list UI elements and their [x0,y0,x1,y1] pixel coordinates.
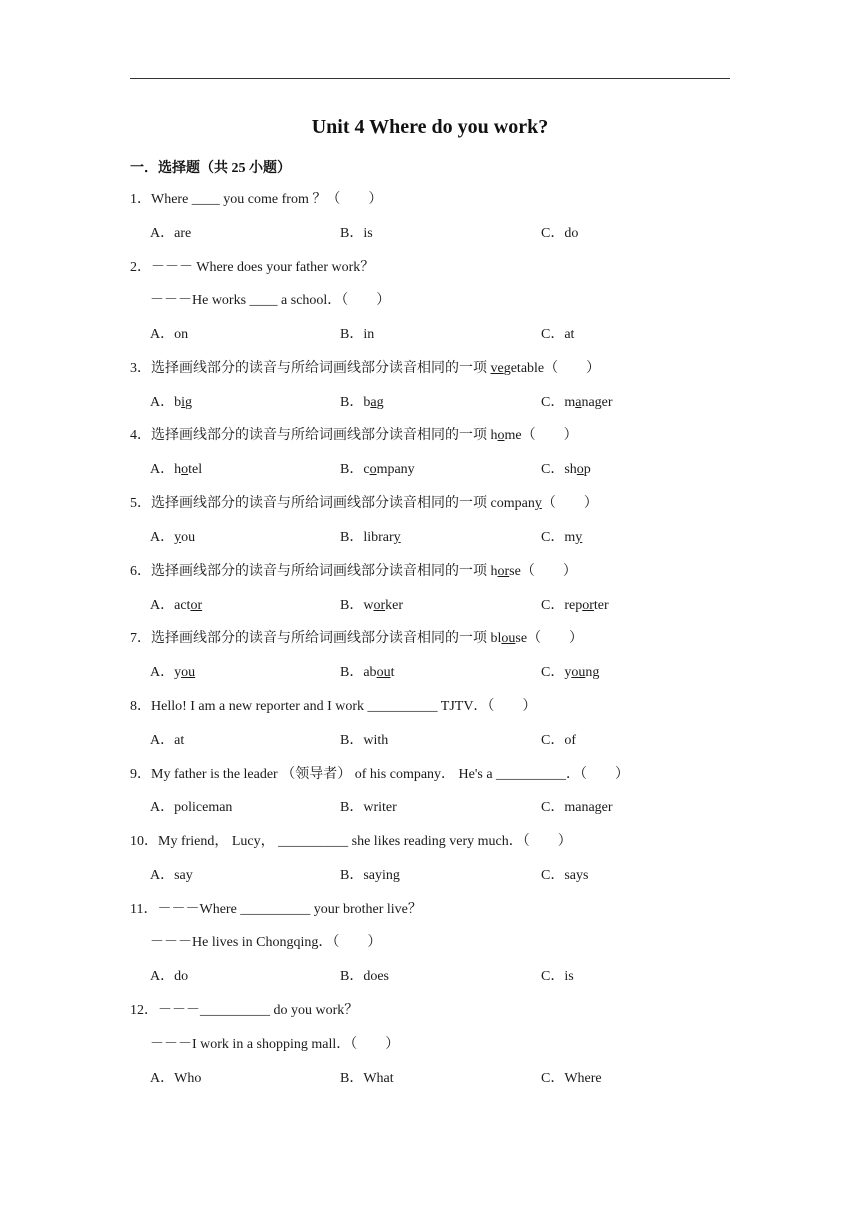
question-5-option-b[interactable]: B．library [340,530,401,545]
question-1-option-c[interactable]: C．do [541,226,579,241]
question-11-option-c[interactable]: C．is [541,969,574,984]
question-11-option-a[interactable]: A．do [150,969,189,984]
question-4-option-a[interactable]: A．hotel [150,462,203,477]
question-8-option-b[interactable]: B．with [340,733,389,748]
question-8-option-a[interactable]: A．at [150,733,185,748]
question-12-stem: 12．－－－__________ do you work？ [130,1003,359,1018]
question-6-option-a[interactable]: A．actor [150,598,203,613]
question-8-stem: 8．Hello! I am a new reporter and I work __________ TJTV．（ ） [130,699,537,714]
question-12-option-a[interactable]: A．Who [150,1071,202,1086]
question-9-stem: 9．My father is the leader （领导者） of his company． He's a __________．（ ） [130,767,630,782]
question-1-option-b[interactable]: B．is [340,226,373,241]
question-10-stem: 10．My friend， Lucy， __________ she likes reading very much．（ ） [130,834,572,849]
question-11-option-b[interactable]: B．does [340,969,389,984]
question-7-option-a[interactable]: A．you [150,665,196,680]
question-12-stem-line2: －－－I work in a shopping mall．（ ） [150,1037,400,1052]
question-2-option-a[interactable]: A．on [150,327,189,342]
page-title: Unit 4 Where do you work? [311,116,549,138]
question-5-option-c[interactable]: C．my [541,530,583,545]
question-7-option-b[interactable]: B．about [340,665,395,680]
question-11-stem-line2: －－－He lives in Chongqing．（ ） [150,935,382,950]
question-4-option-b[interactable]: B．company [340,462,415,477]
question-3-option-c[interactable]: C．manager [541,395,613,410]
question-6-option-b[interactable]: B．worker [340,598,404,613]
question-1-option-a[interactable]: A．are [150,226,192,241]
question-3-stem: 3．选择画线部分的读音与所给词画线部分读音相同的一项 vegetable（ ） [130,361,601,376]
question-3-option-b[interactable]: B．bag [340,395,384,410]
question-10-option-c[interactable]: C．says [541,868,589,883]
question-2-stem: 2．－－－ Where does your father work？ [130,260,375,275]
question-8-option-c[interactable]: C．of [541,733,576,748]
question-5-option-a[interactable]: A．you [150,530,196,545]
question-6-option-c[interactable]: C．reporter [541,598,609,613]
question-7-option-c[interactable]: C．young [541,665,600,680]
question-5-stem: 5．选择画线部分的读音与所给词画线部分读音相同的一项 company（ ） [130,496,598,511]
question-10-option-a[interactable]: A．say [150,868,193,883]
question-9-option-a[interactable]: A．policeman [150,800,233,815]
question-6-stem: 6．选择画线部分的读音与所给词画线部分读音相同的一项 horse（ ） [130,564,577,579]
question-2-stem-line2: －－－He works ____ a school．（ ） [150,293,391,308]
question-1-stem: 1．Where ____ you come from ？（ ） [130,192,383,207]
section-heading: 一．选择题（共 25 小题） [130,161,291,176]
question-12-option-c[interactable]: C．Where [541,1071,602,1086]
header-rule [130,78,730,79]
question-3-option-a[interactable]: A．big [150,395,193,410]
question-2-option-b[interactable]: B．in [340,327,375,342]
question-9-option-b[interactable]: B．writer [340,800,397,815]
question-4-option-c[interactable]: C．shop [541,462,591,477]
question-9-option-c[interactable]: C．manager [541,800,613,815]
question-7-stem: 7．选择画线部分的读音与所给词画线部分读音相同的一项 blouse（ ） [130,631,584,646]
question-12-option-b[interactable]: B．What [340,1071,394,1086]
question-10-option-b[interactable]: B．saying [340,868,400,883]
question-11-stem: 11．－－－Where __________ your brother live？ [130,902,422,917]
question-4-stem: 4．选择画线部分的读音与所给词画线部分读音相同的一项 home（ ） [130,428,578,443]
question-2-option-c[interactable]: C．at [541,327,575,342]
